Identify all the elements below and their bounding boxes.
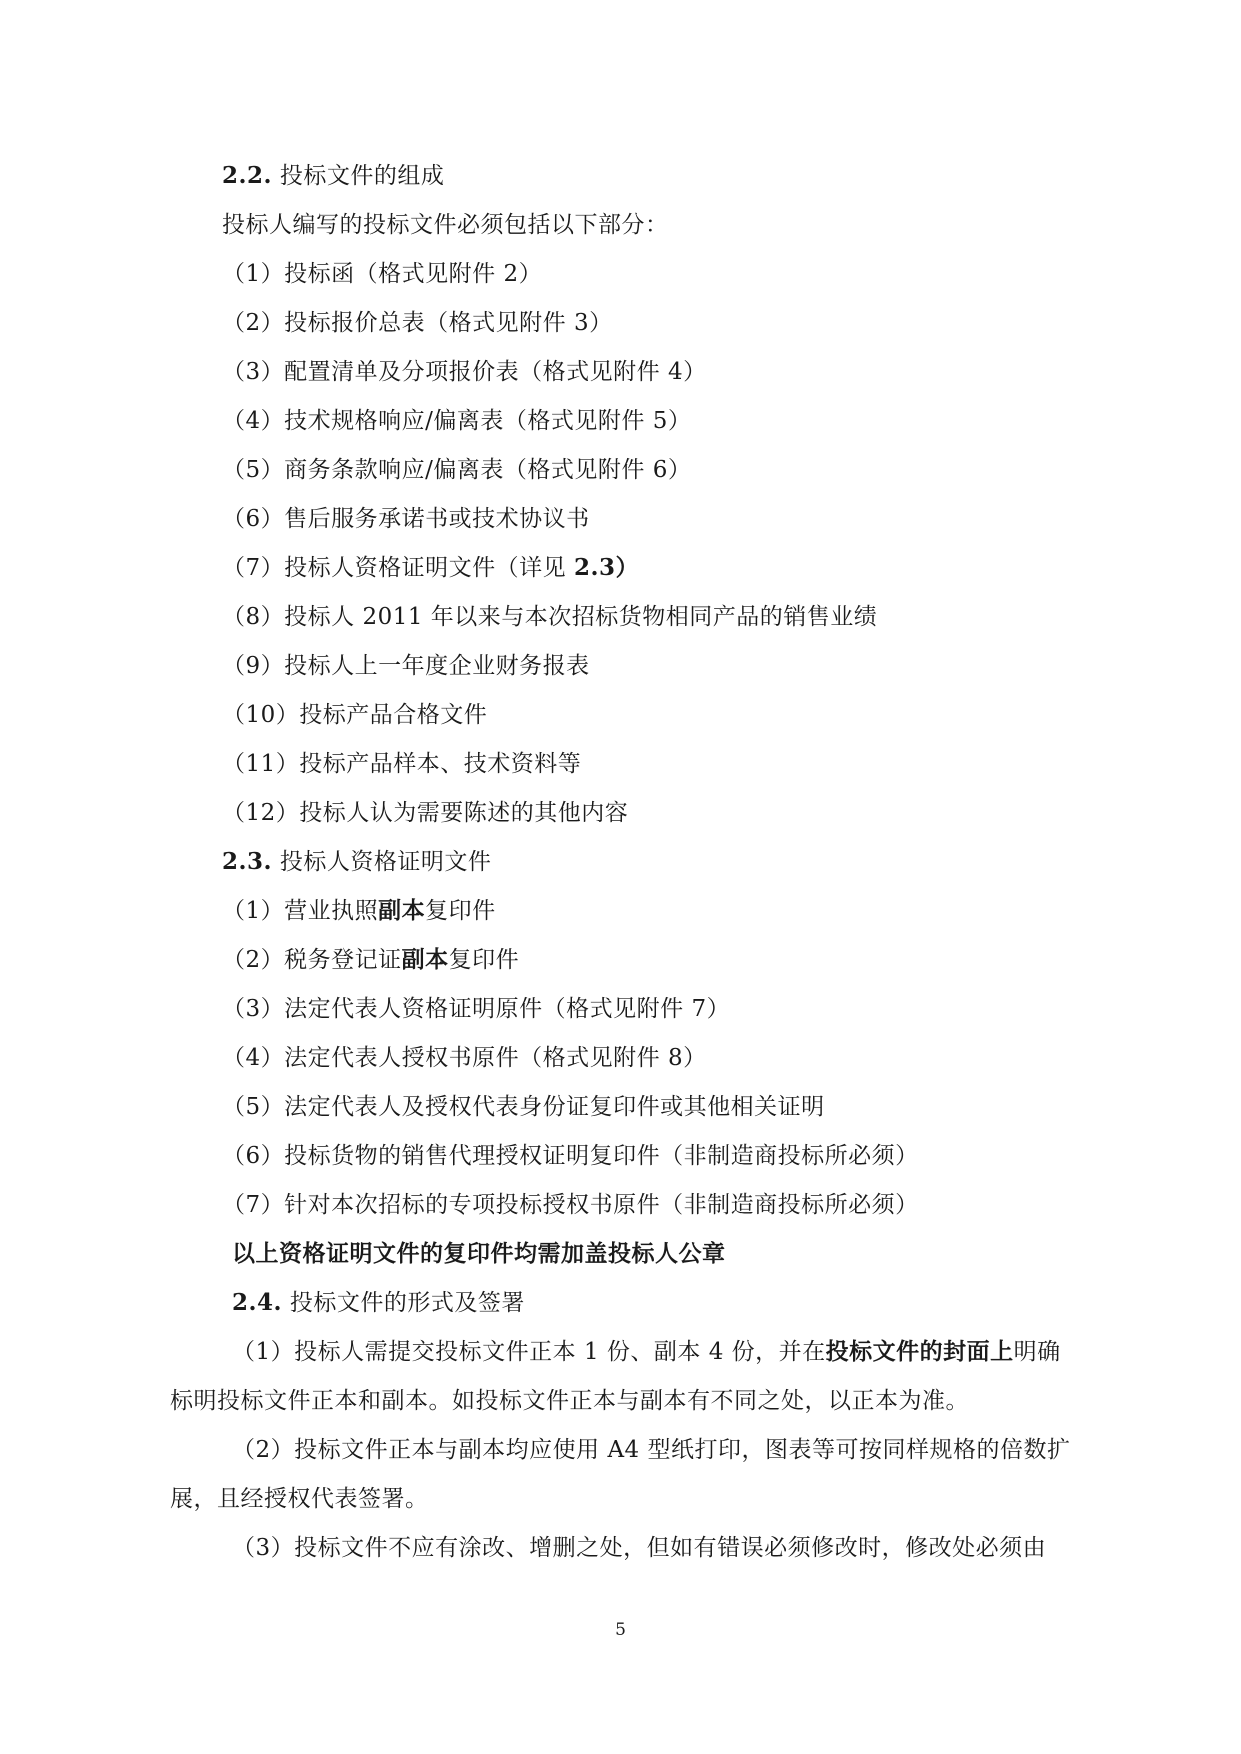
list-item: （7）针对本次招标的专项投标授权书原件（非制造商投标所必须） [222,1192,919,1218]
list-item: （2）税务登记证副本复印件 [222,947,520,973]
qualification-note: 以上资格证明文件的复印件均需加盖投标人公章 [232,1241,726,1267]
list-item: （1）投标函（格式见附件 2） [222,261,543,287]
section-heading-2-3: 2.3. 投标人资格证明文件 [222,848,492,875]
section-heading-2-2: 2.2. 投标文件的组成 [222,162,445,189]
list-item: （7）投标人资格证明文件（详见 2.3） [222,554,639,581]
list-item: （5）法定代表人及授权代表身份证复印件或其他相关证明 [222,1094,825,1120]
list-item: （2）投标报价总表（格式见附件 3） [222,310,613,336]
list-item: （4）技术规格响应/偏离表（格式见附件 5） [222,408,692,434]
paragraph-line: （1）投标人需提交投标文件正本 1 份、副本 4 份，并在投标文件的封面上明确 [232,1339,1061,1365]
list-item: （1）营业执照副本复印件 [222,898,496,924]
cross-reference: 2.3） [573,554,639,581]
list-item: （11）投标产品样本、技术资料等 [222,751,582,777]
list-item: （10）投标产品合格文件 [222,702,488,728]
list-item: （9）投标人上一年度企业财务报表 [222,653,590,679]
section-heading-2-4: 2.4. 投标文件的形式及签署 [232,1289,525,1316]
list-item: （6）售后服务承诺书或技术协议书 [222,506,590,532]
list-item: （5）商务条款响应/偏离表（格式见附件 6） [222,457,692,483]
list-item: （6）投标货物的销售代理授权证明复印件（非制造商投标所必须） [222,1143,919,1169]
paragraph-line: （2）投标文件正本与副本均应使用 A4 型纸打印，图表等可按同样规格的倍数扩 [232,1437,1071,1463]
list-item: （3）法定代表人资格证明原件（格式见附件 7） [222,996,731,1022]
list-item: （8）投标人 2011 年以来与本次招标货物相同产品的销售业绩 [222,604,878,630]
list-item: （12）投标人认为需要陈述的其他内容 [222,800,629,826]
section-intro: 投标人编写的投标文件必须包括以下部分： [222,212,669,238]
paragraph-line: 标明投标文件正本和副本。如投标文件正本与副本有不同之处，以正本为准。 [170,1388,969,1414]
list-item: （3）配置清单及分项报价表（格式见附件 4） [222,359,707,385]
paragraph-line: 展，且经授权代表签署。 [170,1486,429,1512]
list-item: （4）法定代表人授权书原件（格式见附件 8） [222,1045,707,1071]
page-number: 5 [615,1620,626,1640]
paragraph-line: （3）投标文件不应有涂改、增删之处，但如有错误必须修改时，修改处必须由 [232,1535,1047,1561]
